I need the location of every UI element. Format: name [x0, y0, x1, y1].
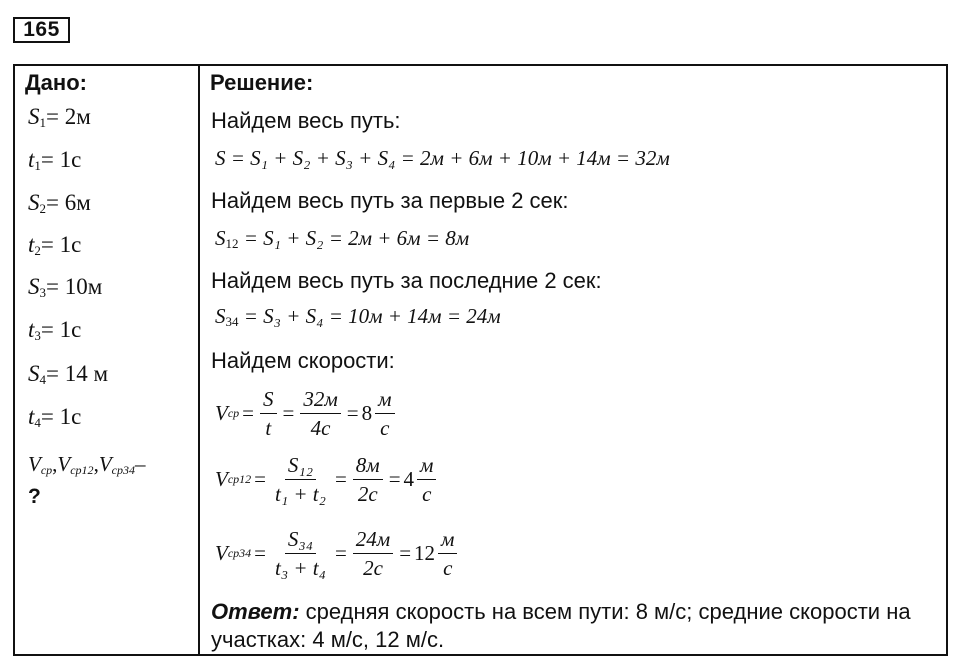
given-item: $t_3= 1с$ — [28, 317, 82, 343]
formula-v-avg: V ср = $\frac{S}{t}$ = $\frac{32м}{4с}$ = 8 $\frac{м}{с}$ — [215, 386, 398, 441]
unit-fraction: $\frac{м}{с}$ — [375, 386, 394, 441]
given-item: $S_3= 10м$ — [28, 274, 103, 300]
given-header: Дано: — [25, 70, 87, 95]
task-table — [13, 64, 948, 656]
step-find-speeds: Найдем скорости: — [211, 348, 395, 373]
fraction: $\frac{8м}{2с}$ — [353, 452, 383, 507]
step-find-total-path: Найдем весь путь: — [211, 108, 401, 133]
fraction: $\frac{\text{S₃₄}}{\text{t₃ + t₄}}$ — [275, 527, 326, 580]
question-mark: ? — [28, 485, 41, 508]
fraction: $\frac{\text{S₁₂}}{\text{t₁ + t₂}}$ — [275, 453, 326, 506]
unit-fraction: $\frac{м}{с}$ — [438, 526, 457, 581]
given-item: $t_1= 1с$ — [28, 147, 82, 173]
solution-header: Решение: — [210, 70, 314, 95]
given-item: $t_4= 1с$ — [28, 404, 82, 430]
answer-text: средняя скорость на всем пути: 8 м/с; средние скорости на участках: 4 м/с, 12 м/с. — [211, 599, 911, 652]
given-item: $t_2= 1с$ — [28, 232, 82, 258]
formula-first-path: $S_{12} = S_1 + S_2 = 2м + 6м = 8м$ — [215, 226, 470, 251]
fraction: $\frac{24м}{2с}$ — [353, 526, 393, 581]
formula-v-34: V ср34 = $\frac{\text{S₃₄}}{\text{t₃ + t₄}}$ = $\frac{24м}{2с}$ = 12 $\frac{м}{с}$ — [215, 526, 460, 581]
problem-number: 165 — [13, 17, 70, 43]
formula-total-path: S = S₁ + S₂ + S₃ + S₄ = 2м + 6м + 10м + 14м = 32м — [215, 146, 670, 170]
formula-v-12: V ср12 = $\frac{\text{S₁₂}}{\text{t₁ + t₂}}$ = $\frac{8м}{2с}$ = 4 $\frac{м}{с}$ — [215, 452, 439, 507]
unit-fraction: $\frac{м}{с}$ — [417, 452, 436, 507]
fraction: $\frac{32м}{4с}$ — [300, 386, 340, 441]
given-item: $S_4= 14$ м — [28, 361, 109, 387]
answer — [211, 598, 931, 654]
fraction: $\frac{S}{t}$ — [260, 386, 277, 441]
answer-label: Ответ: — [211, 599, 300, 624]
unknowns: $V_{ср},V_{ср12},V_{ср34}-$ — [28, 452, 146, 477]
column-divider — [198, 66, 200, 654]
given-item: $S_2= 6м$ — [28, 190, 91, 216]
step-find-last-path: Найдем весь путь за последние 2 сек: — [211, 268, 602, 293]
step-find-first-path: Найдем весь путь за первые 2 сек: — [211, 188, 569, 213]
given-item: $S_1= 2м$ — [28, 104, 91, 130]
formula-last-path: $S_{34} = S_3 + S_4 = 10м + 14м = 24м$ — [215, 304, 501, 329]
